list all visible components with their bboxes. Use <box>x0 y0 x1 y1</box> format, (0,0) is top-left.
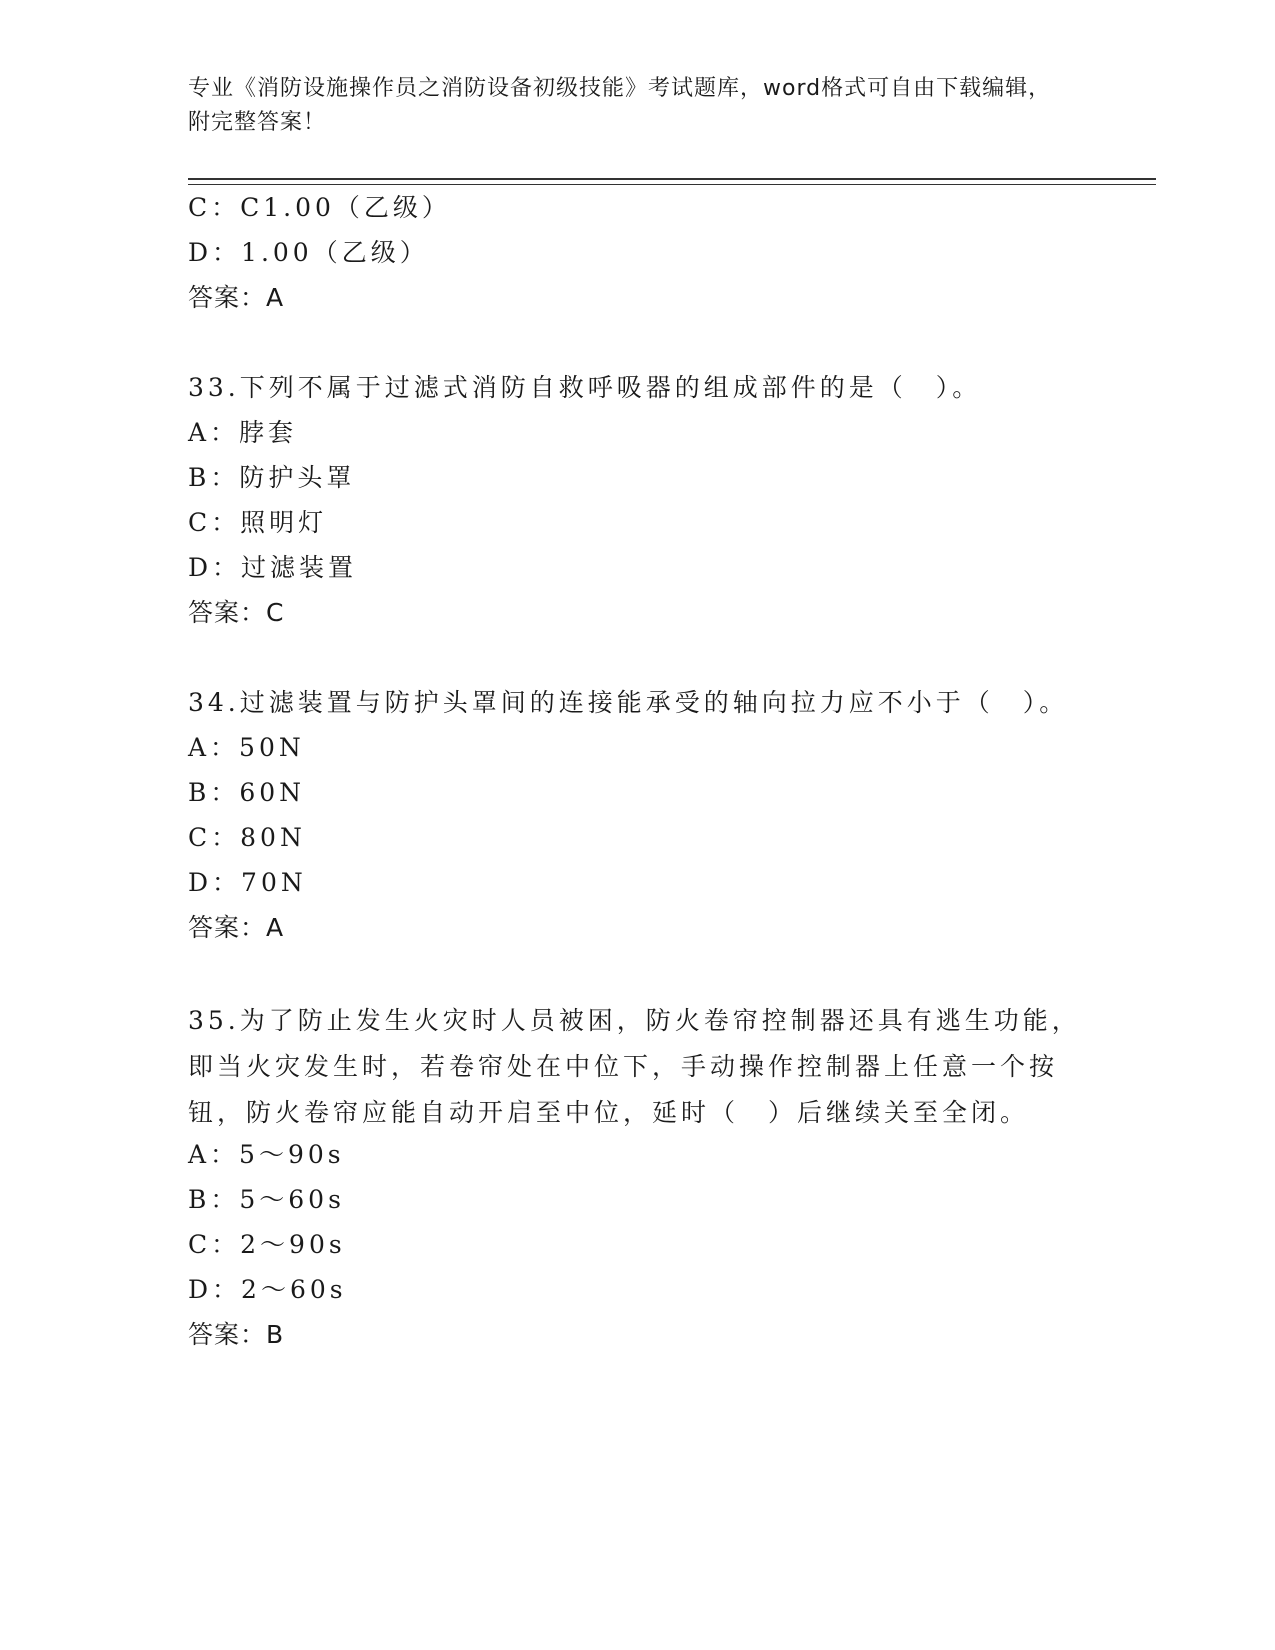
q34-option-a: A：50N <box>188 733 305 762</box>
q34-option-c: C：80N <box>188 823 306 852</box>
q32-option-c: C：C1.00（乙级） <box>188 193 451 222</box>
header-divider-bottom <box>188 184 1156 185</box>
q33-option-d: D：过滤装置 <box>188 553 358 582</box>
q33-option-a: A：脖套 <box>188 418 298 447</box>
document-header: 专业《消防设施操作员之消防设备初级技能》考试题库，word格式可自由下载编辑，附完整答案！ <box>188 76 1052 135</box>
q35-option-b: B：5～60s <box>188 1185 345 1214</box>
q35-question: 35.为了防止发生火灾时人员被困，防火卷帘控制器还具有逃生功能，即当火灾发生时，若卷帘处在中位下，手动操作控制器上任意一个按钮，防火卷帘应能自动开启至中位，延时（ ）后继续关至全闭。 <box>188 1006 1081 1127</box>
q33-answer: 答案：C <box>188 598 285 627</box>
q34-question: 34.过滤装置与防护头罩间的连接能承受的轴向拉力应不小于（ ）。 <box>188 688 1069 717</box>
q32-option-d: D：1.00（乙级） <box>188 238 429 267</box>
q35-option-a: A：5～90s <box>188 1140 345 1169</box>
q33-option-c: C：照明灯 <box>188 508 328 537</box>
q34-answer: 答案：A <box>188 913 285 942</box>
q33-question: 33.下列不属于过滤式消防自救呼吸器的组成部件的是（ ）。 <box>188 373 982 402</box>
q35-option-d: D：2～60s <box>188 1275 347 1304</box>
q35-answer: 答案：B <box>188 1320 285 1349</box>
q32-answer: 答案：A <box>188 283 285 312</box>
q35-option-c: C：2～90s <box>188 1230 346 1259</box>
q33-option-b: B：防护头罩 <box>188 463 356 492</box>
q34-option-d: D：70N <box>188 868 307 897</box>
q34-option-b: B：60N <box>188 778 306 807</box>
header-divider-top <box>188 178 1156 180</box>
